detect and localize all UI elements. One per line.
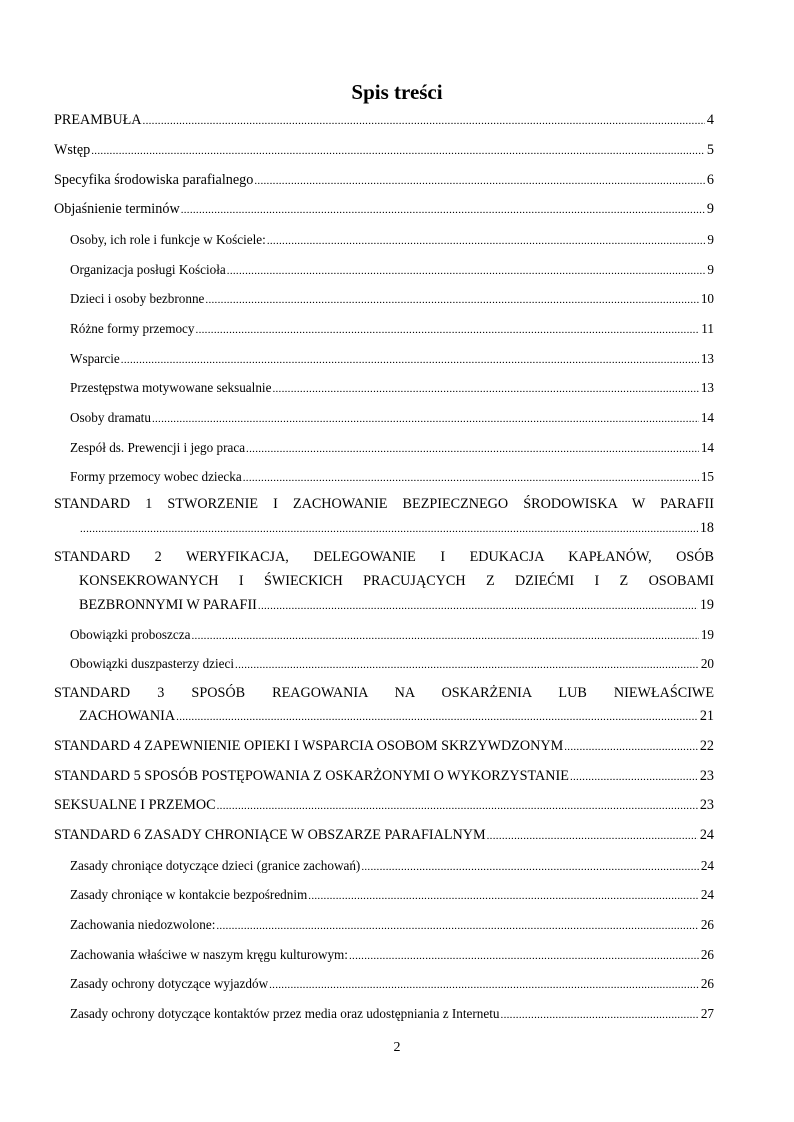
toc-entry-formy-wobec[interactable]: [70, 468, 714, 487]
toc-entry-page: 21: [699, 708, 714, 724]
toc-entry-title: Organizacja posługi Kościoła: [70, 262, 226, 277]
toc-entry-preambula[interactable]: [54, 112, 714, 130]
toc-entry-page: 24: [699, 827, 714, 843]
toc-entry-title: BEZBRONNYMI W PARAFII: [79, 597, 257, 613]
toc-entry-standard-1[interactable]: [79, 520, 714, 538]
toc-entry-zasady-kontakt[interactable]: [70, 886, 714, 905]
toc-entry-standard-3-line-1[interactable]: STANDARD 3 SPOSÓB REAGOWANIA NA OSKARŻENIA LUB NIEWŁAŚCIWE: [54, 685, 714, 701]
toc-entry-title: Zachowania niedozwolone:: [70, 917, 216, 932]
toc-entry-seksualne[interactable]: [54, 797, 714, 815]
toc-entry-page: 22: [699, 738, 714, 754]
toc-entry-osoby-role[interactable]: [70, 231, 714, 250]
toc-entry-page: 14: [700, 440, 714, 455]
toc-entry-page: 10: [700, 291, 714, 306]
toc-entry-title: Osoby dramatu: [70, 410, 151, 425]
toc-entry-zasady-dzieci[interactable]: [70, 857, 714, 876]
toc-entry-standard-2-line-1[interactable]: STANDARD 2 WERYFIKACJA, DELEGOWANIE I EDUKACJA KAPŁANÓW, OSÓB: [54, 549, 714, 565]
toc-entry-page: 4: [706, 112, 714, 128]
toc-entry-specyfika[interactable]: [54, 172, 714, 190]
toc-entry-title: Dzieci i osoby bezbronne: [70, 291, 205, 306]
toc-entry-page: 5: [706, 142, 714, 158]
toc-entry-niedozwolone[interactable]: [70, 916, 714, 935]
toc-entry-standard-1-line-1[interactable]: STANDARD 1 STWORZENIE I ZACHOWANIE BEZPIECZNEGO ŚRODOWISKA W PARAFII: [54, 496, 714, 512]
toc-entry-page: 13: [700, 380, 714, 395]
toc-entry-title: Wstęp: [54, 142, 91, 158]
toc-entry-standard-2-line-2[interactable]: KONSEKROWANYCH I ŚWIECKICH PRACUJĄCYCH Z DZIEĆMI I Z OSOBAMI: [79, 573, 714, 589]
toc-entry-page: 13: [700, 351, 714, 366]
toc-entry-title: STANDARD 5 SPOSÓB POSTĘPOWANIA Z OSKARŻONYMI O WYKORZYSTANIE: [54, 768, 569, 784]
toc-entry-page: 26: [700, 947, 714, 962]
toc-entry-page: 20: [700, 656, 714, 671]
toc-entry-page: 26: [700, 917, 714, 932]
toc-entry-title: Przestępstwa motywowane seksualnie: [70, 380, 272, 395]
toc-entry-objasnienie[interactable]: [54, 201, 714, 219]
toc-entry-standard-5[interactable]: [54, 768, 714, 786]
toc-entry-page: 24: [700, 858, 714, 873]
toc-entry-page: 18: [699, 520, 714, 536]
toc-entry-title: Specyfika środowiska parafialnego: [54, 172, 254, 188]
toc-entry-title: Obowiązki proboszcza: [70, 627, 191, 642]
toc-entry-page: 15: [700, 469, 714, 484]
toc-entry-title: Zasady ochrony dotyczące wyjazdów: [70, 976, 269, 991]
toc-entry-page: 23: [699, 768, 714, 784]
toc-entry-title: Formy przemocy wobec dziecka: [70, 469, 242, 484]
toc-entry-przestepstwa[interactable]: [70, 379, 714, 398]
toc-entry-page: 9: [707, 262, 714, 277]
toc-entry-dzieci[interactable]: [70, 290, 714, 309]
toc-entry-title: Zasady chroniące dotyczące dzieci (granice zachowań): [70, 858, 361, 873]
toc-entry-page: 6: [706, 172, 714, 188]
toc-entry-page: 19: [699, 597, 714, 613]
toc-entry-wsparcie[interactable]: [70, 350, 714, 369]
toc-entry-formy-przemocy[interactable]: [70, 320, 714, 339]
toc-entry-title: Zespół ds. Prewencji i jego praca: [70, 440, 246, 455]
toc-entry-title: Zasady ochrony dotyczące kontaktów przez media oraz udostępniania z Internetu: [70, 1006, 500, 1021]
toc-entry-title: Zachowania właściwe w naszym kręgu kulturowym:: [70, 947, 348, 962]
toc-entry-obowiazki-proboszcza[interactable]: [70, 626, 714, 645]
toc-entry-standard-3[interactable]: [79, 708, 714, 726]
toc-entry-title: Obowiązki duszpasterzy dzieci: [70, 656, 235, 671]
toc-entry-title: STANDARD 6 ZASADY CHRONIĄCE W OBSZARZE PARAFIALNYM: [54, 827, 486, 843]
toc-entry-page: 14: [700, 410, 714, 425]
toc-entry-standard-6[interactable]: [54, 827, 714, 845]
toc-entry-page: 27: [700, 1006, 714, 1021]
toc-entry-page: 9: [707, 232, 714, 247]
toc-entry-wlasciwe[interactable]: [70, 946, 714, 965]
toc-entry-page: 26: [700, 976, 714, 991]
toc-entry-title: ZACHOWANIA: [79, 708, 176, 724]
toc-entry-zespol[interactable]: [70, 439, 714, 458]
toc-entry-page: 11: [701, 321, 714, 336]
toc-entry-organizacja[interactable]: [70, 261, 714, 280]
toc-entry-title: SEKSUALNE I PRZEMOC: [54, 797, 216, 813]
toc-entry-page: 24: [700, 887, 714, 902]
toc-entry-wstep[interactable]: [54, 142, 714, 160]
toc-entry-title: Objaśnienie terminów: [54, 201, 180, 217]
page-title: Spis treści: [351, 80, 443, 104]
page-number: 2: [393, 1040, 401, 1055]
toc-entry-title: PREAMBUŁA: [54, 112, 142, 128]
toc-entry-standard-4[interactable]: [54, 738, 714, 756]
toc-entry-title: Różne formy przemocy: [70, 321, 195, 336]
toc-entry-page: 23: [699, 797, 714, 813]
toc-entry-wyjazdy[interactable]: [70, 975, 714, 994]
toc-entry-title: Wsparcie: [70, 351, 120, 366]
toc-entry-osoby-dramatu[interactable]: [70, 409, 714, 428]
toc-entry-media[interactable]: [70, 1005, 714, 1024]
toc-entry-obowiazki-duszpasterzy[interactable]: [70, 655, 714, 674]
toc-entry-standard-2[interactable]: [79, 597, 714, 615]
toc-entry-title: STANDARD 4 ZAPEWNIENIE OPIEKI I WSPARCIA OSOBOM SKRZYWDZONYM: [54, 738, 564, 754]
toc-entry-page: 19: [700, 627, 714, 642]
toc-entry-title: Osoby, ich role i funkcje w Kościele:: [70, 232, 266, 247]
toc-entry-title: Zasady chroniące w kontakcie bezpośrednim: [70, 887, 308, 902]
toc-entry-page: 9: [706, 201, 714, 217]
